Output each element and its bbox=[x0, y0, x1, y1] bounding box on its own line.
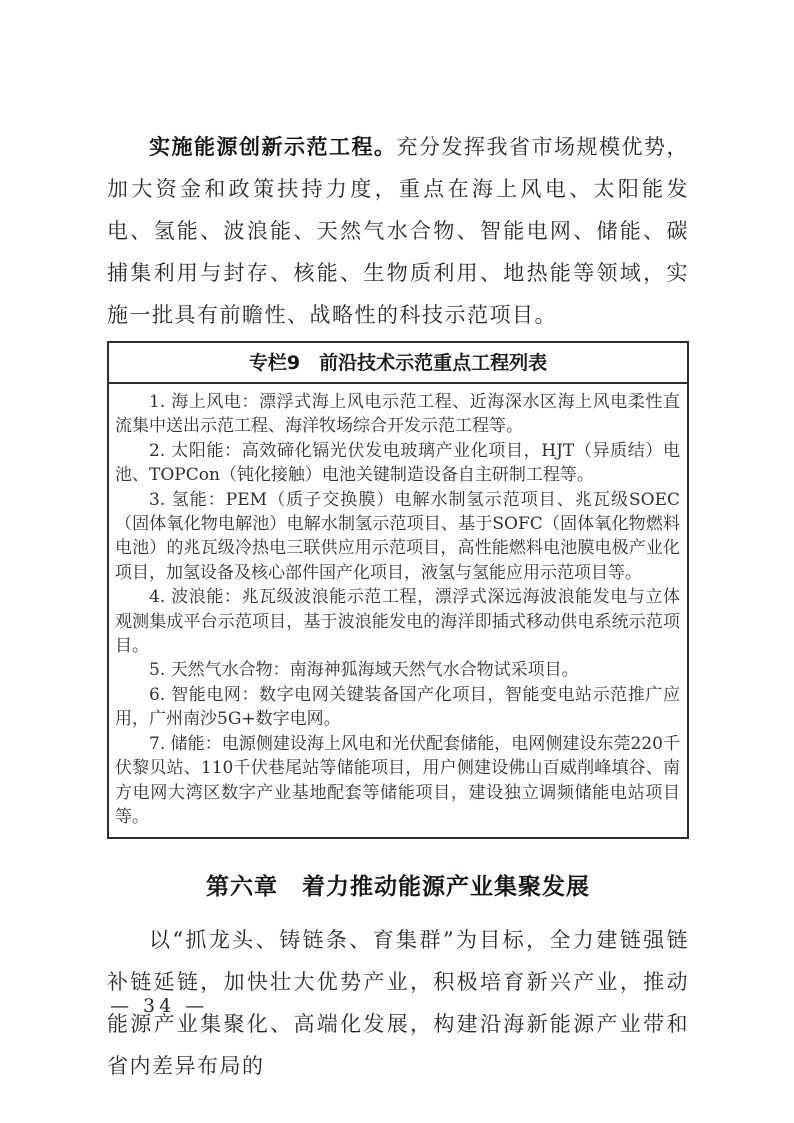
chapter-heading: 第六章 着力推动能源产业集聚发展 bbox=[206, 873, 590, 901]
list-item-smart-grid: 6. 智能电网：数字电网关键装备国产化项目，智能变电站示范推广应用，广州南沙5G+数字电网。 bbox=[115, 684, 680, 730]
page-number: — 34 — bbox=[110, 995, 209, 1017]
column-box-9 bbox=[107, 341, 689, 839]
page-content bbox=[107, 0, 689, 1087]
list-item-energy-storage: 7. 储能：电源侧建设海上风电和光伏配套储能，电网侧建设东莞220千伏黎贝站、110千伏巷尾站等储能项目，用户侧建设佛山百威削峰填谷、南方电网大湾区数字产业基地配套等储能项目，建设独立调频储能电站项目等。 bbox=[115, 733, 680, 827]
list-item-wave-energy: 4. 波浪能：兆瓦级波浪能示范工程，漂浮式深远海波浪能发电与立体观测集成平台示范项目，基于波浪能发电的海洋即插式移动供电系统示范项目。 bbox=[115, 587, 680, 657]
list-item-offshore-wind: 1. 海上风电：漂浮式海上风电示范工程、近海深水区海上风电柔性直流集中送出示范工程、海洋牧场综合开发示范工程等。 bbox=[115, 392, 680, 437]
list-item-gas-hydrate: 5. 天然气水合物：南海神狐海域天然气水合物试采项目。 bbox=[149, 660, 579, 681]
list-item-hydrogen: 3. 氢能：PEM（质子交换膜）电解水制氢示范项目、兆瓦级SOEC（固体氧化物电解池）电解水制氢示范项目、基于SOFC（固体氧化物燃料电池）的兆瓦级冷热电三联供应用示范项目，高性能燃料电池膜电极产业化项目，加氢设备及核心部件国产化项目，液氢与氢能应用示范项目等。 bbox=[115, 489, 680, 583]
paragraph-lead-bold: 实施能源创新示范工程。 bbox=[149, 135, 397, 159]
paragraph-energy-innovation bbox=[107, 126, 689, 336]
column-box-title: 专栏9 前沿技术示范重点工程列表 bbox=[109, 343, 687, 384]
list-item-solar: 2. 太阳能：高效碲化镉光伏发电玻璃产业化项目，HJT（异质结）电池、TOPCon（钝化接触）电池关键制造设备自主研制工程等。 bbox=[115, 440, 680, 486]
paragraph-industry-cluster: 以“抓龙头、铸链条、育集群”为目标，全力建链强链补链延链，加快壮大优势产业，积极培育新兴产业，推动能源产业集聚化、高端化发展，构建沿海新能源产业带和省内差异布局的 bbox=[107, 928, 689, 1079]
paragraph-body-text: 充分发挥我省市场规模优势，加大资金和政策扶持力度，重点在海上风电、太阳能发电、氢能、波浪能、天然气水合物、智能电网、储能、碳捕集利用与封存、核能、生物质利用、地热能等领域，实施一批具有前瞻性、战略性的科技示范项目。 bbox=[107, 135, 689, 327]
column-box-body bbox=[109, 384, 687, 837]
